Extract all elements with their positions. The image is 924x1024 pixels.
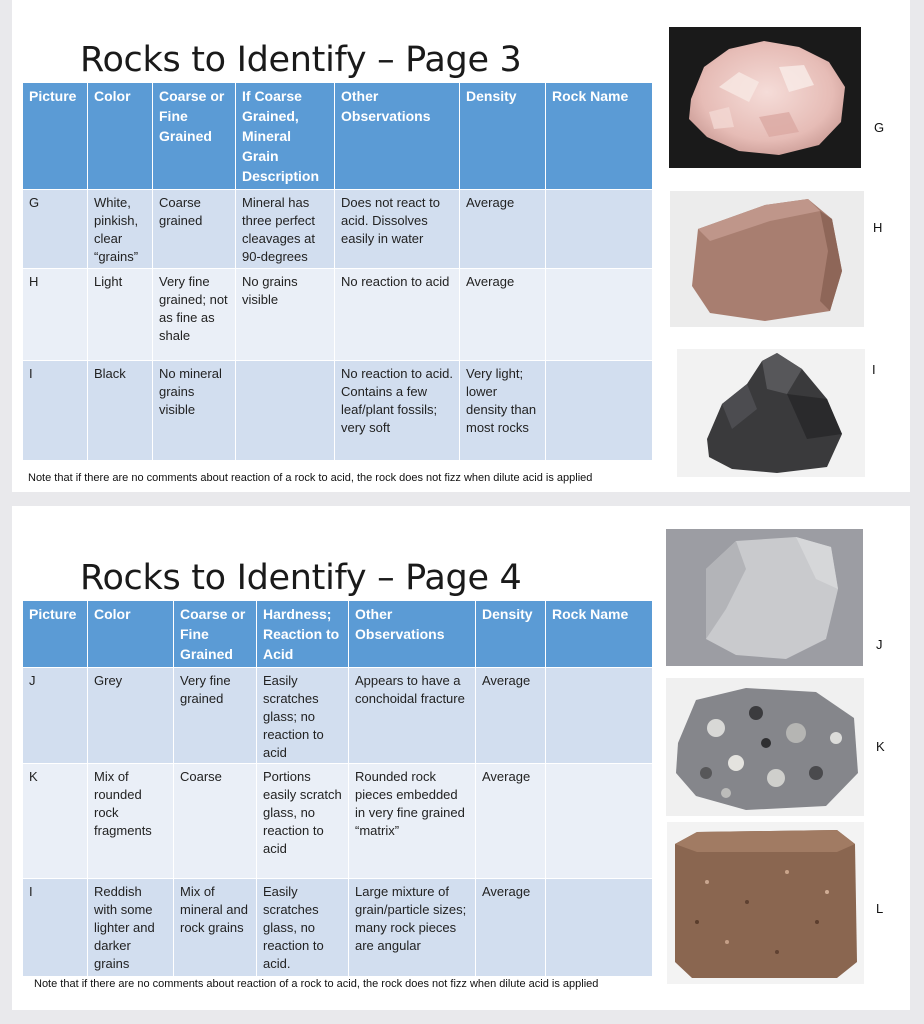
header-picture: Picture: [23, 83, 88, 190]
table-row: [23, 190, 653, 269]
cell-density: Average: [476, 668, 546, 764]
header-picture: Picture: [23, 601, 88, 668]
header-grain-size: Coarse or Fine Grained: [153, 83, 236, 190]
cell-color: Mix of rounded rock fragments: [88, 764, 174, 879]
table-row: [23, 879, 653, 977]
rock-i-image: [677, 349, 865, 477]
cell-hardness: Easily scratches glass; no reaction to acid: [257, 668, 349, 764]
cell-grain-size: No mineral grains visible: [153, 361, 236, 461]
rock-g-image: [669, 27, 861, 168]
cell-other-observations: Does not react to acid. Dissolves easily in water: [335, 190, 460, 269]
cell-picture: G: [23, 190, 88, 269]
table-row: [23, 668, 653, 764]
acid-note: Note that if there are no comments about reaction of a rock to acid, the rock does not fizz when dilute acid is applied: [28, 472, 593, 484]
rock-photo-l: [667, 822, 864, 984]
cell-picture: I: [23, 361, 88, 461]
table-row: [23, 361, 653, 461]
rock-photo-g: [669, 27, 861, 168]
photo-label-l: L: [876, 901, 884, 916]
cell-other-observations: No reaction to acid. Contains a few leaf/plant fossils; very soft: [335, 361, 460, 461]
photo-label-i: I: [872, 362, 876, 377]
cell-density: Very light; lower density than most rocks: [460, 361, 546, 461]
header-color: Color: [88, 601, 174, 668]
cell-other-observations: Large mixture of grain/particle sizes; many rock pieces are angular: [349, 879, 476, 977]
cell-rock-name: [546, 190, 653, 269]
rocks-table-page-4: [22, 600, 653, 977]
photo-label-j: J: [876, 637, 883, 652]
cell-hardness: Easily scratches glass, no reaction to acid.: [257, 879, 349, 977]
slide-page-3: [12, 0, 910, 492]
photo-label-g: G: [874, 120, 885, 135]
cell-color: Grey: [88, 668, 174, 764]
cell-density: Average: [460, 269, 546, 361]
cell-color: Light: [88, 269, 153, 361]
cell-other-observations: No reaction to acid: [335, 269, 460, 361]
cell-grain-description: [236, 361, 335, 461]
cell-picture: J: [23, 668, 88, 764]
cell-grain-description: Mineral has three perfect cleavages at 90-degrees: [236, 190, 335, 269]
rocks-table-page-3: [22, 82, 653, 461]
cell-density: Average: [476, 764, 546, 879]
header-rock-name: Rock Name: [546, 601, 653, 668]
cell-rock-name: [546, 764, 653, 879]
rock-photo-h: [670, 191, 864, 327]
header-grain-size: Coarse or Fine Grained: [174, 601, 257, 668]
cell-color: Black: [88, 361, 153, 461]
cell-grain-description: No grains visible: [236, 269, 335, 361]
cell-rock-name: [546, 361, 653, 461]
cell-picture: H: [23, 269, 88, 361]
rock-photo-i: [677, 349, 865, 477]
page-title: Rocks to Identify – Page 4: [80, 558, 522, 598]
cell-grain-size: Very fine grained: [174, 668, 257, 764]
table-header-row: [23, 601, 653, 668]
header-density: Density: [476, 601, 546, 668]
rock-k-image: [666, 678, 864, 816]
header-hardness: Hardness; Reaction to Acid: [257, 601, 349, 668]
cell-picture: K: [23, 764, 88, 879]
header-grain-description: If Coarse Grained, Mineral Grain Description: [236, 83, 335, 190]
cell-rock-name: [546, 668, 653, 764]
rock-photo-j: [666, 529, 863, 666]
header-other-observations: Other Observations: [349, 601, 476, 668]
cell-grain-size: Mix of mineral and rock grains: [174, 879, 257, 977]
cell-hardness: Portions easily scratch glass, no reaction to acid: [257, 764, 349, 879]
header-other-observations: Other Observations: [335, 83, 460, 190]
photo-label-h: H: [873, 220, 883, 235]
cell-density: Average: [460, 190, 546, 269]
header-color: Color: [88, 83, 153, 190]
rock-h-image: [670, 191, 864, 327]
rock-l-image: [667, 822, 864, 984]
rock-j-image: [666, 529, 863, 666]
cell-grain-size: Coarse grained: [153, 190, 236, 269]
cell-other-observations: Appears to have a conchoidal fracture: [349, 668, 476, 764]
header-density: Density: [460, 83, 546, 190]
cell-color: Reddish with some lighter and darker grains: [88, 879, 174, 977]
cell-grain-size: Coarse: [174, 764, 257, 879]
cell-picture: I: [23, 879, 88, 977]
cell-density: Average: [476, 879, 546, 977]
acid-note: Note that if there are no comments about reaction of a rock to acid, the rock does not fizz when dilute acid is applied: [34, 978, 599, 990]
slide-page-4: [12, 506, 910, 1010]
cell-color: White, pinkish, clear “grains”: [88, 190, 153, 269]
cell-other-observations: Rounded rock pieces embedded in very fine grained “matrix”: [349, 764, 476, 879]
table-row: [23, 764, 653, 879]
rock-photo-k: [666, 678, 864, 816]
photo-label-k: K: [876, 739, 885, 754]
table-row: [23, 269, 653, 361]
cell-grain-size: Very fine grained; not as fine as shale: [153, 269, 236, 361]
cell-rock-name: [546, 879, 653, 977]
header-rock-name: Rock Name: [546, 83, 653, 190]
table-header-row: [23, 83, 653, 190]
page-title: Rocks to Identify – Page 3: [80, 40, 522, 80]
cell-rock-name: [546, 269, 653, 361]
